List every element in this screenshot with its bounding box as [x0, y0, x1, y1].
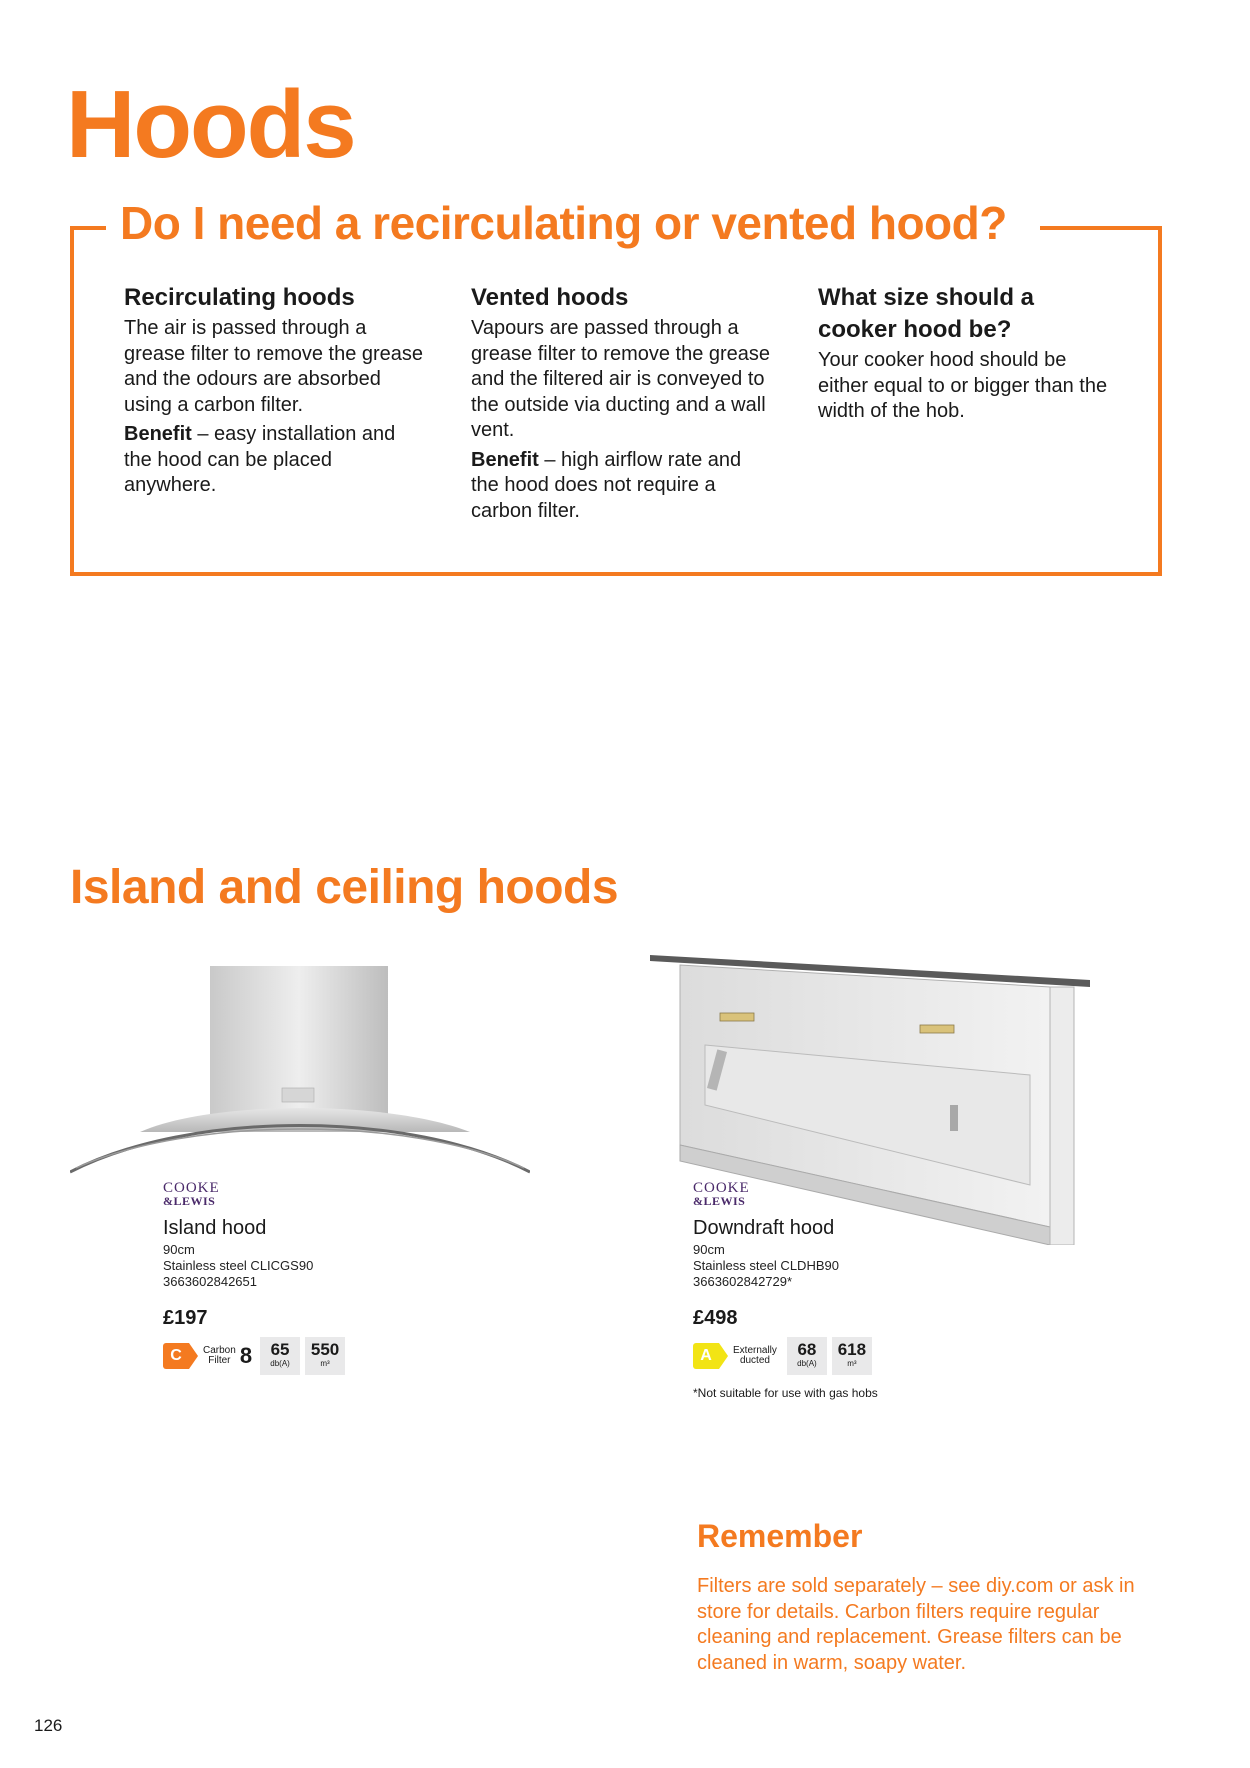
airflow-value: 618	[837, 1340, 867, 1359]
vented-body: Vapours are passed through a grease filter to remove the grease and the filtered air is conveyed to the outside via ducting and a wall vent.	[471, 317, 771, 441]
product-size: 90cm	[693, 1242, 725, 1257]
brand-line-2: &LEWIS	[163, 1194, 216, 1208]
benefit-label: Benefit	[471, 448, 539, 471]
size-heading: What size should a cooker hood be?	[818, 284, 1035, 343]
noise-value: 65	[270, 1340, 290, 1359]
brand-logo	[163, 1182, 523, 1208]
gas-hob-note: *Not suitable for use with gas hobs	[693, 1386, 878, 1400]
remember-text: Filters are sold separately – see diy.com or ask in store for details. Carbon filters require regular cleaning and replacement. Grease filters can be cleaned in warm, soapy water.	[697, 1575, 1135, 1674]
product-price: £197	[163, 1307, 208, 1329]
spec-label-line-2: Filter	[208, 1355, 231, 1366]
brand-line-1: COOKE	[163, 1180, 220, 1196]
vented-column	[471, 282, 771, 528]
airflow-unit: m³	[847, 1359, 857, 1368]
product-size: 90cm	[163, 1242, 195, 1257]
noise-value: 68	[797, 1340, 817, 1359]
benefit-text: – high airflow rate and the hood does not require a carbon filter.	[471, 448, 742, 522]
frame-line-right	[1040, 226, 1162, 230]
section-title: Island and ceiling hoods	[70, 861, 619, 914]
energy-rating-badge: C	[163, 1343, 189, 1369]
product-ean: 3663602842651	[163, 1274, 257, 1289]
ducting-type-label	[733, 1346, 777, 1366]
benefit-text: – easy installation and the hood can be placed anywhere.	[124, 423, 396, 496]
noise-unit: db(A)	[797, 1359, 817, 1368]
remember-title: Remember	[697, 1518, 863, 1554]
product-finish-code: Stainless steel CLDHB90	[693, 1258, 839, 1273]
vented-heading: Vented hoods	[471, 284, 629, 311]
size-body: Your cooker hood should be either equal to or bigger than the width of the hob.	[818, 349, 1108, 422]
product-island-hood	[163, 1182, 523, 1376]
noise-unit: db(A)	[270, 1359, 290, 1368]
info-box	[70, 197, 1162, 576]
product-name: Island hood	[163, 1217, 267, 1239]
info-box-title: Do I need a recirculating or vented hood?	[120, 197, 1007, 249]
vented-benefit	[471, 448, 771, 525]
spec-label-line-1: Carbon	[203, 1345, 236, 1356]
noise-tile	[787, 1337, 827, 1375]
benefit-label: Benefit	[124, 423, 192, 445]
airflow-tile	[305, 1337, 345, 1375]
product-ean: 3663602842729*	[693, 1274, 793, 1289]
recirculating-column	[124, 282, 424, 503]
product-downdraft-hood	[693, 1182, 1053, 1400]
recirculating-benefit	[124, 422, 424, 499]
airflow-tile	[832, 1337, 872, 1375]
page-number: 126	[34, 1716, 63, 1735]
brand-line-2: &LEWIS	[693, 1194, 746, 1208]
brand-line-1: COOKE	[693, 1180, 750, 1196]
product-finish-code: Stainless steel CLICGS90	[163, 1258, 314, 1273]
page-title: Hoods	[66, 71, 355, 178]
brand-logo	[693, 1182, 1053, 1208]
frame-line-left	[70, 226, 106, 230]
size-column	[818, 282, 1118, 429]
noise-tile	[260, 1337, 300, 1375]
spec-row	[163, 1336, 523, 1376]
filter-type-label	[203, 1346, 236, 1366]
spec-label-line-1: Externally	[733, 1345, 777, 1356]
spec-label-line-2: ducted	[739, 1355, 770, 1366]
island-hood-image	[70, 960, 530, 1180]
recirculating-heading: Recirculating hoods	[124, 284, 355, 311]
product-price: £498	[693, 1307, 738, 1329]
energy-rating-badge: A	[693, 1343, 719, 1369]
recirculating-body: The air is passed through a grease filter to remove the grease and the odours are absorbed using a carbon filter.	[124, 317, 424, 416]
airflow-unit: m³	[320, 1359, 330, 1368]
product-name: Downdraft hood	[693, 1217, 835, 1239]
speed-settings-value: 8	[239, 1343, 253, 1368]
spec-row	[693, 1336, 1053, 1376]
airflow-value: 550	[310, 1340, 340, 1359]
